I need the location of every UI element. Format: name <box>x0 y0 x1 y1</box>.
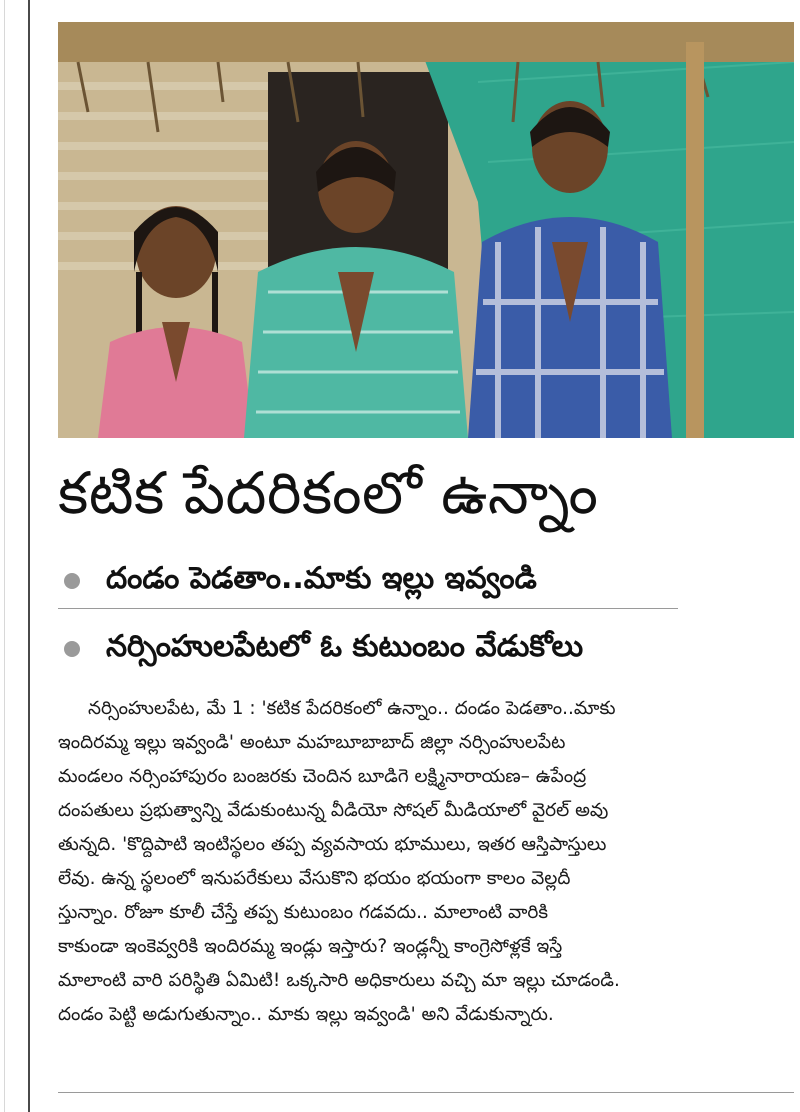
body-line: మండలం నర్సింహాపురం బంజరకు చెందిన బూడిగె లక్ష్మినారాయణ– ఉపేంద్ర <box>58 766 587 787</box>
subhead-divider <box>58 608 678 609</box>
body-line: లేవు. ఉన్న స్థలంలో ఇనుపరేకులు వేసుకొని భయం భయంగా కాలం వెల్లదీ <box>58 868 571 889</box>
family-photo-illustration <box>58 22 794 438</box>
subhead-2 <box>58 622 794 672</box>
article-body <box>58 692 794 1032</box>
body-line: తున్నది. 'కొద్దిపాటి ఇంటిస్థలం తప్ప వ్యవసాయ భూములు, ఇతర ఆస్తిపాస్తులు <box>58 834 607 855</box>
body-line: స్తున్నాం. రోజూ కూలీ చేస్తే తప్ప కుటుంబం గడవదు.. మాలాంటి వారికి <box>58 902 549 923</box>
body-line: దంపతులు ప్రభుత్వాన్ని వేడుకుంటున్న వీడియో సోషల్ మీడియాలో వైరల్ అవు <box>58 800 609 821</box>
body-line: నర్సింహులపేట, మే 1 : 'కటిక పేదరికంలో ఉన్నాం.. దండం పెడతాం..మాకు <box>88 698 616 719</box>
subhead-1-text: దండం పెడతాం..మాకు ఇల్లు ఇవ్వండి <box>106 561 537 596</box>
body-line: మాలాంటి వారి పరిస్థితి ఏమిటి! ఒక్కసారి అధికారులు వచ్చి మా ఇల్లు చూడండి. <box>58 970 620 991</box>
subhead-2-text: నర్సింహులపేటలో ఓ కుటుంబం వేడుకోలు <box>106 629 584 664</box>
bottom-rule <box>58 1092 794 1093</box>
body-line: దండం పెట్టి అడుగుతున్నాం.. మాకు ఇల్లు ఇవ్వండి' అని వేడుకున్నారు. <box>58 1004 554 1025</box>
bullet-icon <box>64 641 80 657</box>
page-edge <box>4 0 5 1112</box>
body-line: ఇందిరమ్మ ఇల్లు ఇవ్వండి' అంటూ మహబూబాబాద్ జిల్లా నర్సింహులపేట <box>58 732 566 753</box>
bullet-icon <box>64 573 80 589</box>
article-photo <box>58 22 794 438</box>
column-rule <box>28 0 30 1112</box>
body-line: కాకుండా ఇంకెవ్వరికి ఇందిరమ్మ ఇండ్లు ఇస్తారు? ఇండ్లన్నీ కాంగ్రెసోళ్లకే ఇస్తే <box>58 936 563 957</box>
headline: కటిక పేదరికంలో ఉన్నాం <box>58 459 599 527</box>
subhead-1 <box>58 554 794 604</box>
